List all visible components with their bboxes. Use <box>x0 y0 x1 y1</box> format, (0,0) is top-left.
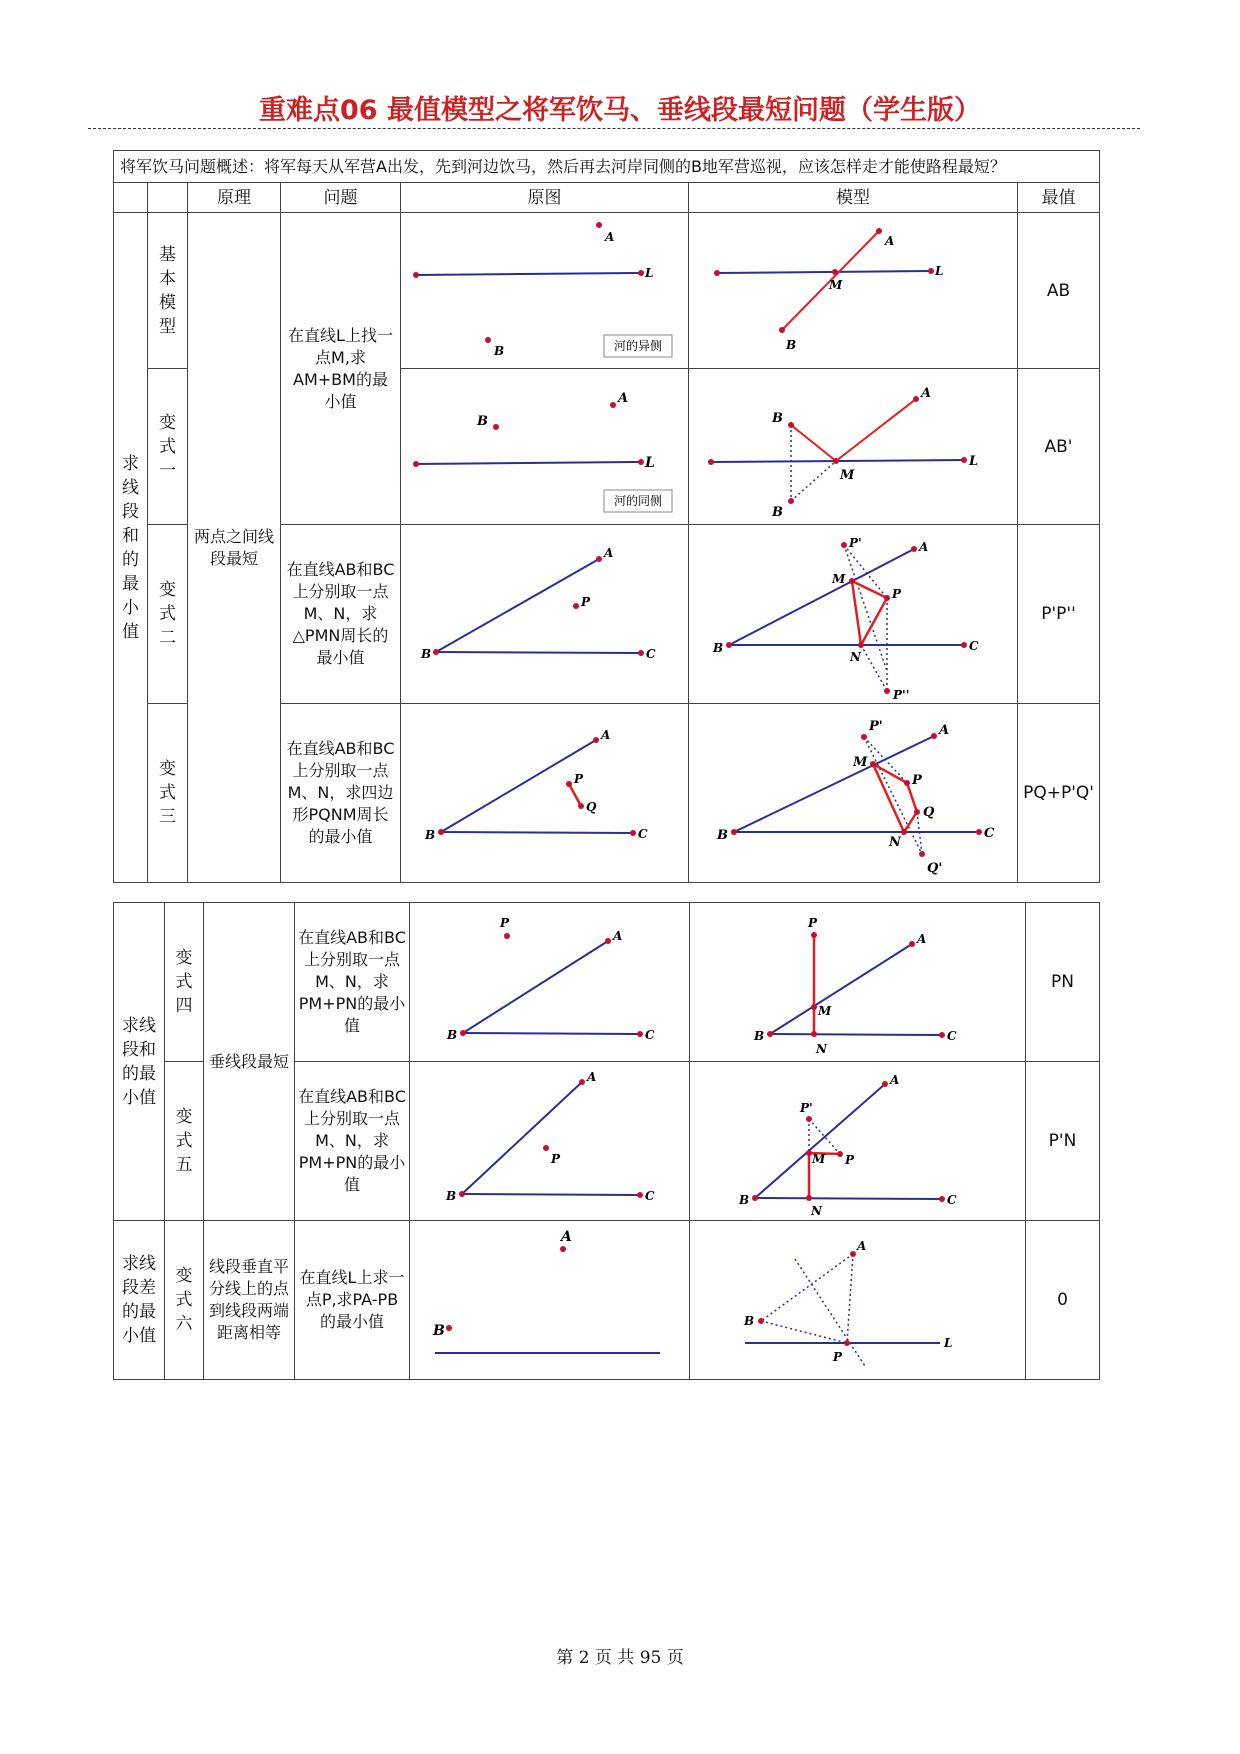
svg-text:B: B <box>425 828 436 842</box>
svg-text:A: A <box>885 234 895 248</box>
header-problem: 问题 <box>281 183 401 213</box>
svg-text:P: P <box>551 1152 561 1166</box>
svg-text:B: B <box>446 1189 457 1203</box>
svg-text:N: N <box>811 1204 822 1218</box>
svg-text:L: L <box>944 1336 953 1350</box>
page-footer: 第 2 页 共 95 页 <box>556 1648 684 1668</box>
svg-text:A: A <box>939 723 950 738</box>
svg-text:N: N <box>889 835 901 850</box>
figure-variant4 <box>410 903 690 1062</box>
svg-text:A: A <box>890 1073 900 1087</box>
model-variant1 <box>689 369 1018 525</box>
svg-text:C: C <box>969 639 979 653</box>
svg-text:B: B <box>494 344 505 358</box>
svg-text:N: N <box>816 1042 827 1056</box>
svg-text:M: M <box>812 1152 826 1166</box>
svg-text:P: P <box>892 587 902 601</box>
svg-text:P: P <box>845 1153 855 1167</box>
row-name-variant4: 变式四 <box>165 903 204 1062</box>
svg-text:C: C <box>646 647 656 661</box>
svg-text:Q: Q <box>586 800 597 814</box>
svg-text:A: A <box>618 391 629 406</box>
row-name-variant6: 变式六 <box>165 1221 204 1380</box>
svg-text:A: A <box>919 540 929 554</box>
svg-text:P: P <box>912 773 922 788</box>
svg-text:P': P' <box>800 1101 813 1115</box>
model-variant5 <box>690 1062 1026 1221</box>
model-variant2-svg <box>689 525 1018 703</box>
svg-text:P'': P'' <box>893 688 910 702</box>
svg-text:A: A <box>561 1229 572 1245</box>
figure-variant2 <box>401 525 689 704</box>
row-name-variant3: 变式三 <box>148 704 188 883</box>
svg-text:B: B <box>786 338 797 352</box>
figure-variant5-svg <box>410 1062 690 1220</box>
svg-text:A: A <box>604 546 614 560</box>
svg-text:C: C <box>645 1189 655 1203</box>
svg-text:A: A <box>613 929 623 943</box>
answer-basic: AB <box>1018 213 1100 369</box>
svg-text:P: P <box>574 772 584 786</box>
principle-cell: 两点之间线段最短 <box>188 213 281 883</box>
svg-text:C: C <box>947 1193 957 1207</box>
model-variant4-svg <box>690 903 1026 1061</box>
page-title: 重难点06 最值模型之将军饮马、垂线段最短问题（学生版） <box>259 95 981 126</box>
svg-text:B: B <box>754 1029 765 1043</box>
problem-cell-shared: 在直线L上找一点M,求AM+BM的最小值 <box>281 213 401 525</box>
svg-text:A: A <box>921 386 932 401</box>
svg-text:M: M <box>832 572 846 586</box>
svg-text:L: L <box>645 266 654 280</box>
svg-text:A: A <box>587 1070 597 1084</box>
answer-variant2: P'P'' <box>1018 525 1100 704</box>
figure-variant2-svg <box>401 525 689 703</box>
model-variant6-svg <box>690 1221 1026 1379</box>
answer-variant3: PQ+P'Q' <box>1018 704 1100 883</box>
answer-variant1: AB' <box>1018 369 1100 525</box>
svg-text:Q': Q' <box>927 861 943 876</box>
svg-text:C: C <box>645 1028 655 1042</box>
problem-variant5: 在直线AB和BC上分别取一点M、N，求PM+PN的最小值 <box>295 1062 410 1221</box>
figure-variant3-svg <box>401 704 689 882</box>
category-cell: 求线段和的最小值 <box>114 213 148 883</box>
table-perpendicular <box>113 902 1100 1380</box>
svg-text:M: M <box>829 278 843 292</box>
svg-text:P: P <box>808 916 818 930</box>
answer-variant6: 0 <box>1026 1221 1100 1380</box>
svg-text:C: C <box>947 1029 957 1043</box>
tag-opposite: 河的异侧 <box>613 339 663 353</box>
model-variant5-svg <box>690 1062 1026 1220</box>
svg-text:B: B <box>772 411 783 426</box>
category-cell-2: 求线段和的最小值 <box>114 903 165 1221</box>
row-name-variant1: 变式一 <box>148 369 188 525</box>
figure-basic <box>401 213 689 369</box>
svg-text:P': P' <box>869 719 883 734</box>
figure-variant1-svg <box>401 369 689 524</box>
figure-variant6 <box>410 1221 690 1380</box>
svg-text:M: M <box>818 1004 832 1018</box>
figure-variant5 <box>410 1062 690 1221</box>
svg-text:B: B <box>713 641 724 655</box>
problem-variant4: 在直线AB和BC上分别取一点M、N，求PM+PN的最小值 <box>295 903 410 1062</box>
svg-text:Q: Q <box>923 805 935 820</box>
figure-variant3 <box>401 704 689 883</box>
row-name-variant5: 变式五 <box>165 1062 204 1221</box>
svg-text:L: L <box>645 455 655 471</box>
model-variant6 <box>690 1221 1026 1380</box>
model-variant3 <box>689 704 1018 883</box>
svg-text:M: M <box>853 755 868 770</box>
category-cell-3: 求线段差的最小值 <box>114 1221 165 1380</box>
header-principle: 原理 <box>188 183 281 213</box>
svg-text:N: N <box>850 650 861 664</box>
svg-text:B: B <box>744 1314 755 1328</box>
row-name-basic: 基本模型 <box>148 213 188 369</box>
svg-text:P: P <box>500 916 510 930</box>
problem-variant6: 在直线L上求一点P,求PA-PB的最小值 <box>295 1221 410 1380</box>
svg-text:L: L <box>969 454 979 469</box>
svg-text:B: B <box>421 647 432 661</box>
figure-variant6-svg <box>410 1221 690 1379</box>
intro-text: 将军饮马问题概述：将军每天从军营A出发，先到河边饮马，然后再去河岸同侧的B地军营巡视，应该怎样走才能使路程最短？ <box>114 151 1100 183</box>
model-variant2 <box>689 525 1018 704</box>
header-model: 模型 <box>689 183 1018 213</box>
row-name-variant2: 变式二 <box>148 525 188 704</box>
header-figure: 原图 <box>401 183 689 213</box>
principle-cell-2: 垂线段最短 <box>204 903 295 1221</box>
svg-text:B: B <box>772 505 783 520</box>
svg-text:B: B <box>739 1193 750 1207</box>
svg-text:A: A <box>601 728 611 742</box>
tag-same: 河的同侧 <box>613 494 663 508</box>
table-sum-min <box>113 150 1100 883</box>
svg-text:C: C <box>638 827 648 841</box>
figure-variant1 <box>401 369 689 525</box>
svg-text:P: P <box>581 595 591 609</box>
svg-text:A: A <box>917 932 927 946</box>
title-divider <box>88 128 1140 129</box>
principle-cell-3: 线段垂直平分线上的点到线段两端距离相等 <box>204 1221 295 1380</box>
svg-text:B: B <box>717 828 728 843</box>
figure-basic-svg <box>401 213 689 368</box>
svg-text:M: M <box>840 468 855 483</box>
svg-text:A: A <box>605 230 615 244</box>
svg-text:B: B <box>447 1028 458 1042</box>
svg-text:A: A <box>857 1239 867 1253</box>
header-empty <box>148 183 188 213</box>
header-empty <box>114 183 148 213</box>
svg-text:B: B <box>433 1323 445 1339</box>
svg-text:P: P <box>833 1350 843 1364</box>
svg-text:B: B <box>477 414 488 429</box>
problem-variant2: 在直线AB和BC上分别取一点M、N，求△PMN周长的最小值 <box>281 525 401 704</box>
svg-text:C: C <box>984 826 995 841</box>
header-answer: 最值 <box>1018 183 1100 213</box>
problem-variant3: 在直线AB和BC上分别取一点M、N，求四边形PQNM周长的最小值 <box>281 704 401 883</box>
answer-variant4: PN <box>1026 903 1100 1062</box>
model-variant4 <box>690 903 1026 1062</box>
svg-text:P': P' <box>849 536 862 550</box>
svg-text:L: L <box>935 264 944 278</box>
model-variant3-svg <box>689 704 1018 882</box>
model-variant1-svg <box>689 369 1018 524</box>
answer-variant5: P'N <box>1026 1062 1100 1221</box>
model-basic-svg <box>689 213 1018 368</box>
figure-variant4-svg <box>410 903 690 1061</box>
model-basic <box>689 213 1018 369</box>
